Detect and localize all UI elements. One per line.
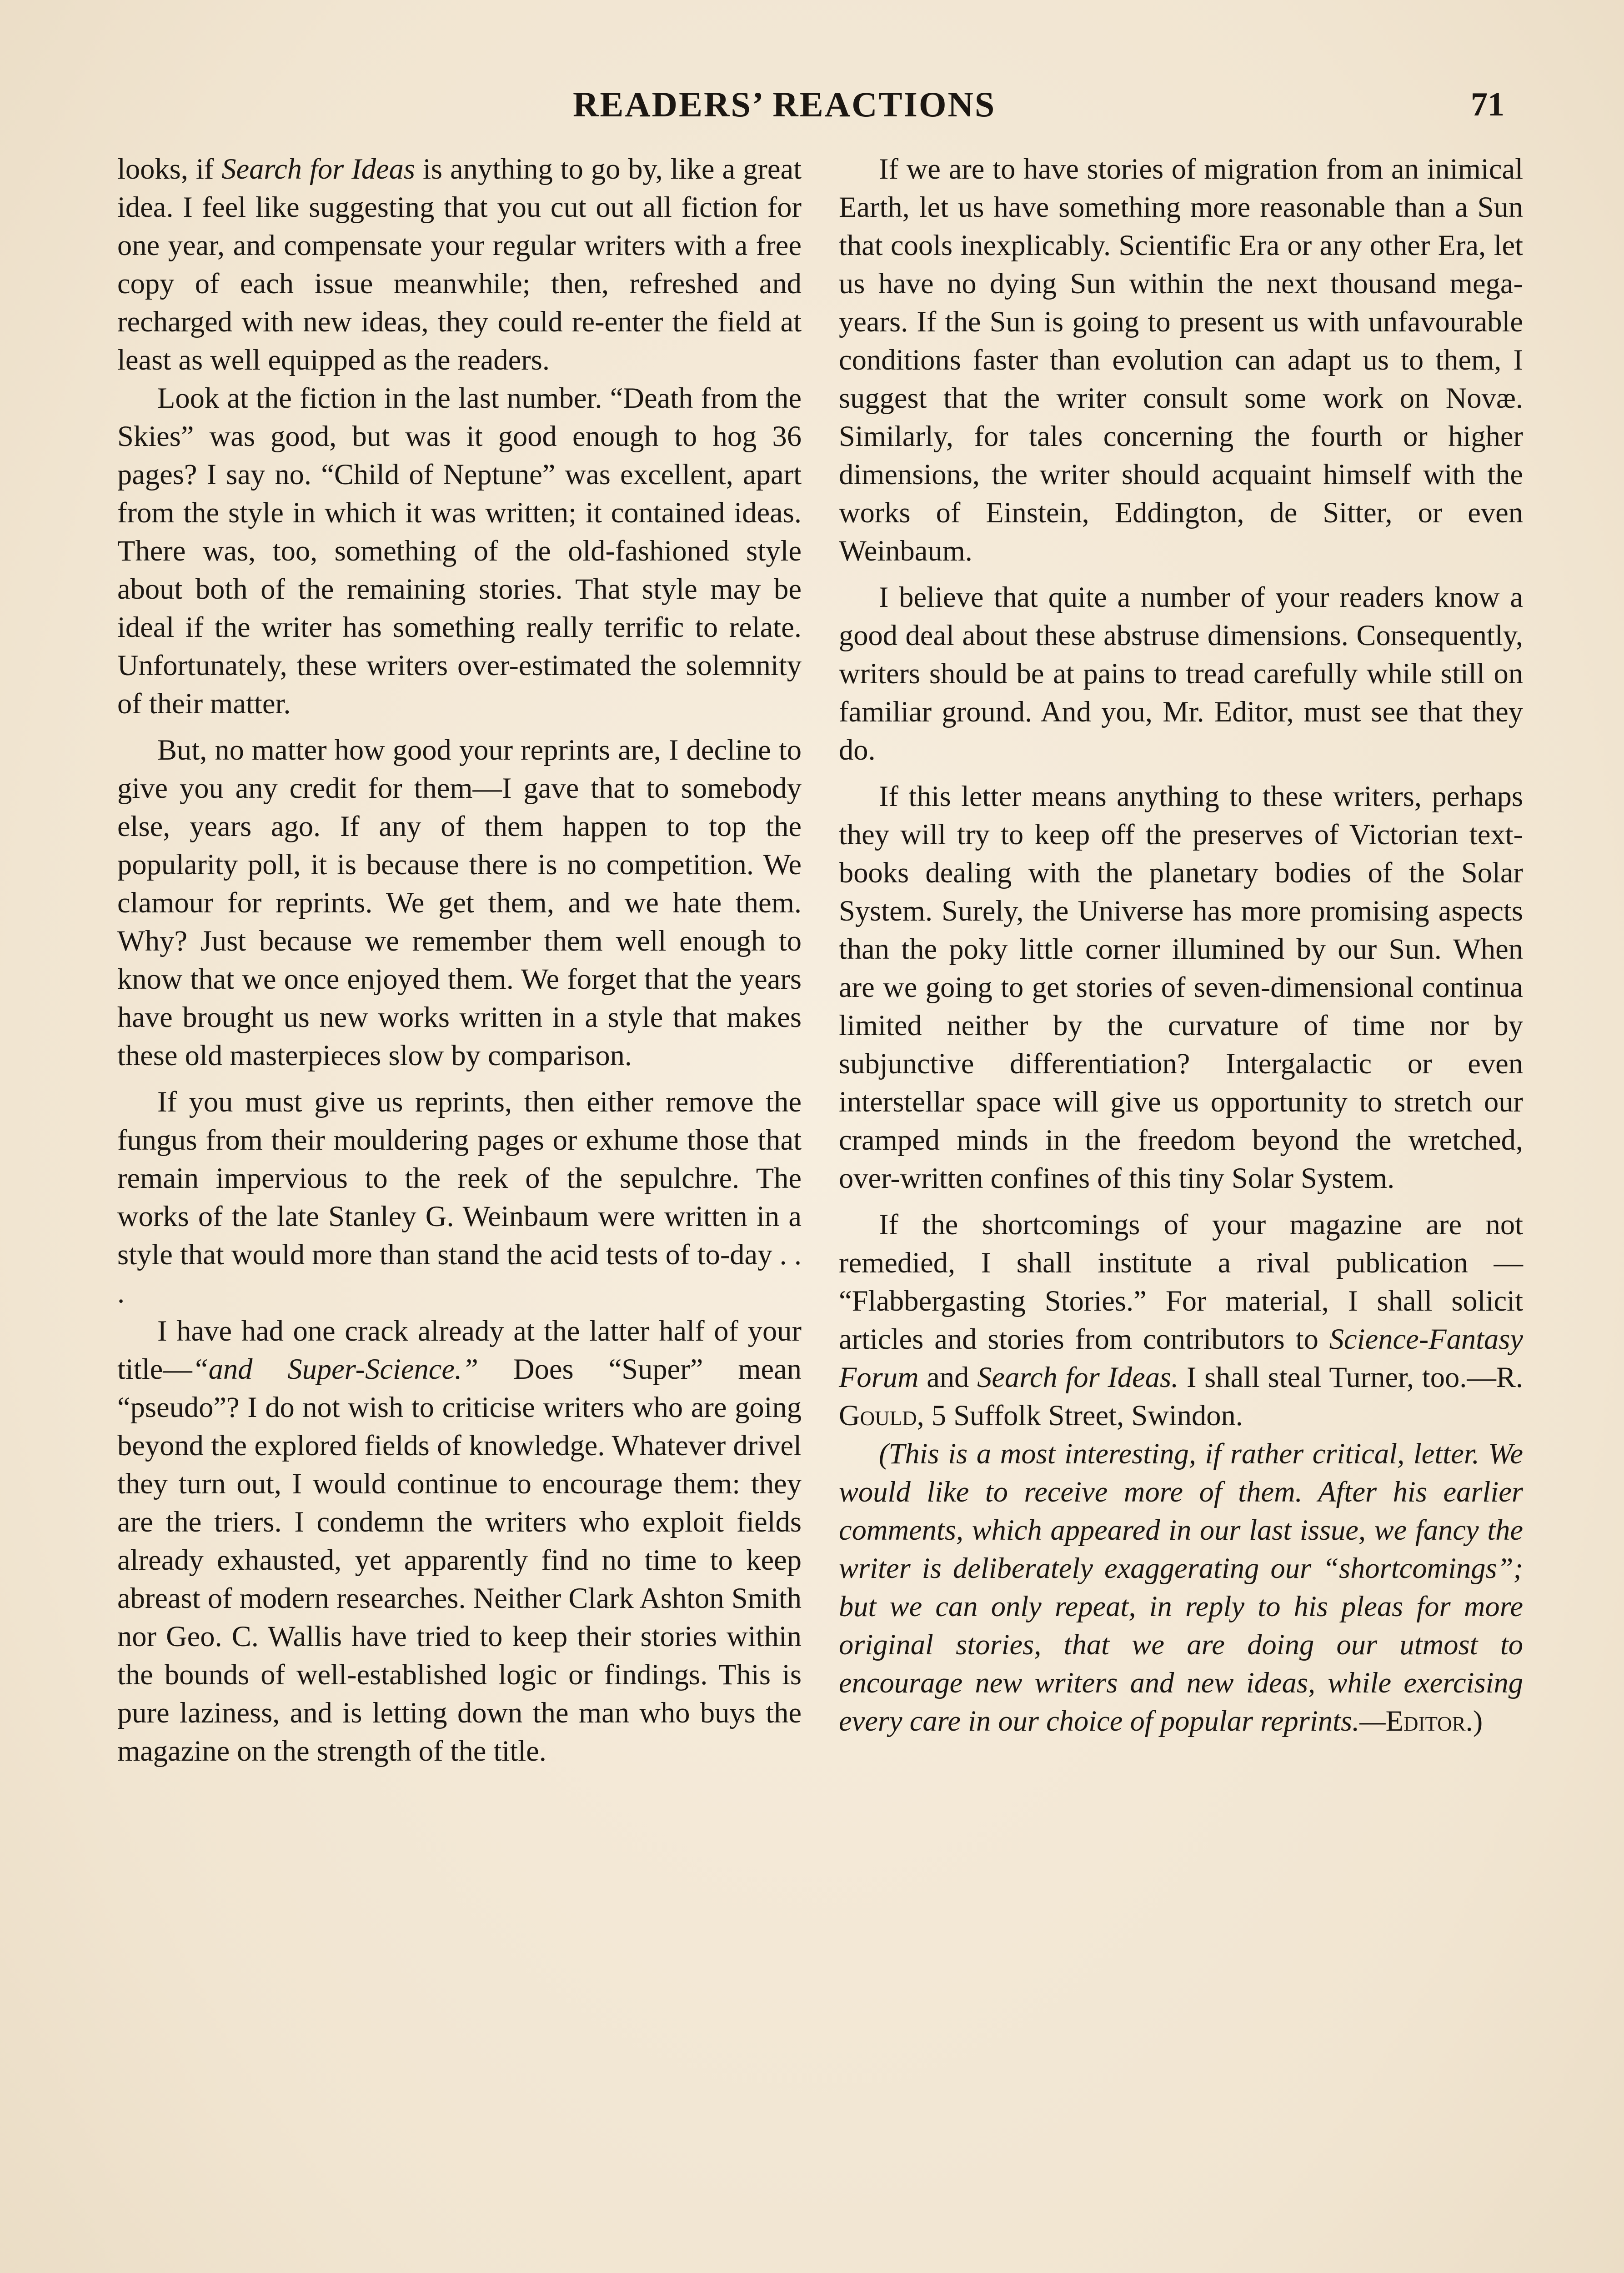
letter-signer: Gould xyxy=(839,1399,917,1432)
left-paragraph-3: But, no matter how good your reprints are, I decline to give you any credit for them—I gave that to somebody else, years ago. If any of them happen to top the popularity poll, it is because there is no competition. We clamour for reprints. We get them, and we hate them. Why? Just because we remember them well enough to know that we once enjoyed them. We forget that the years have brought us new works written in a style that makes these old masterpieces slow by comparison. xyxy=(117,734,802,1071)
right-paragraph-3: If this letter means anything to these writers, perhaps they will try to keep off the preserves of Victorian text-books dealing with the planetary bodies of the Solar System. Surely, the Universe has more promising aspects than the poky little corner illumined by our Sun. When are we going to get stories of seven-dimensional continua limited neither by the curvature of time nor by subjunctive differentiation? Intergalactic or even interstellar space will give us opportunity to stretch our cramped minds in the freedom beyond the wretched, over-written confines of this tiny Solar System. xyxy=(839,780,1523,1194)
right-column xyxy=(839,150,1523,1740)
forum-title: Science-Fantasy Forum xyxy=(839,1323,1523,1393)
magazine-title: Search for Ideas xyxy=(221,153,415,185)
left-paragraph-2: Look at the fiction in the last number. “Death from the Skies” was good, but was it good enough to hog 36 pages? I say no. “Child of Neptune” was excellent, apart from the style in which it was written; it contained ideas. There was, too, something of the old-fashioned style about both of the remaining stories. That style may be ideal if the writer has something really terrific to relate. Unfortunately, these writers over-estimated the solemnity of their matter. xyxy=(117,382,802,720)
left-paragraph-5: I have had one crack already at the latter half of your title—“and Super-Science.” Does “Super” mean “pseudo”? I do not wish to criticise writers who are going beyond the explored fields of knowledge. Whatever drivel they turn out, I would continue to encourage them: they are the triers. I condemn the writers who exploit fields already exhausted, yet apparently find no time to keep abreast of modern researches. Neither Clark Ashton Smith nor Geo. C. Wallis have tried to keep their stories within the bounds of well-established logic or findings. This is pure laziness, and is letting down the man who buys the magazine on the strength of the title. xyxy=(117,1315,802,1767)
editor-signature: Editor xyxy=(1385,1705,1466,1737)
right-paragraph-1: If we are to have stories of migration from an inimical Earth, let us have something more reasonable than a Sun that cools inexplicably. Scientific Era or any other Era, let us have no dying Sun within the next thousand mega-years. If the Sun is going to present us with unfavourable conditions faster than evolution can adapt us to them, I suggest that the writer consult some work on Novæ. Similarly, for tales concerning the fourth or higher dimensions, the writer should acquaint himself with the works of Einstein, Eddington, de Sitter, or even Weinbaum. xyxy=(839,153,1523,567)
quoted-title: “and Super-Science.” xyxy=(192,1353,479,1385)
running-head: READERS’ REACTIONS xyxy=(573,85,996,124)
right-paragraph-2: I believe that quite a number of your readers know a good deal about these abstruse dimensions. Consequently, writers should be at pains to tread carefully while still on familiar ground. And you, Mr. Editor, must see that they do. xyxy=(839,581,1523,766)
search-title: Search for Ideas. xyxy=(977,1361,1179,1393)
left-paragraph-1: looks, if Search for Ideas is anything to go by, like a great idea. I feel like suggesting that you cut out all fiction for one year, and compensate your regular writers with a free copy of each issue meanwhile; then, refreshed and recharged with new ideas, they could re-enter the field at least as well equipped as the readers. xyxy=(117,153,802,376)
editor-note: (This is a most interesting, if rather critical, letter. We would like to receive more of them. After his earlier comments, which appeared in our last issue, we fancy the writer is deliberately exaggerating our “shortcomings”; but we can only repeat, in reply to his pleas for more original stories, that we are doing our utmost to encourage new writers and new ideas, while exercising every care in our choice of popular reprints.—Editor.) xyxy=(839,1437,1523,1737)
left-column xyxy=(117,150,802,1770)
right-paragraph-4: If the shortcomings of your magazine are not remedied, I shall institute a rival publication — “Flabbergasting Stories.” For material, I shall solicit articles and stories from contributors to Science-Fantasy Forum and Search for Ideas. I shall steal Turner, too.—R. Gould, 5 Suffolk Street, Swindon. xyxy=(839,1208,1523,1432)
left-paragraph-4: If you must give us reprints, then either remove the fungus from their mouldering pages or exhume those that remain impervious to the reek of the sepulchre. The works of the late Stanley G. Weinbaum were written in a style that would more than stand the acid tests of to-day . . . xyxy=(117,1086,802,1309)
page-number: 71 xyxy=(1471,86,1504,123)
page-header xyxy=(0,80,1624,130)
